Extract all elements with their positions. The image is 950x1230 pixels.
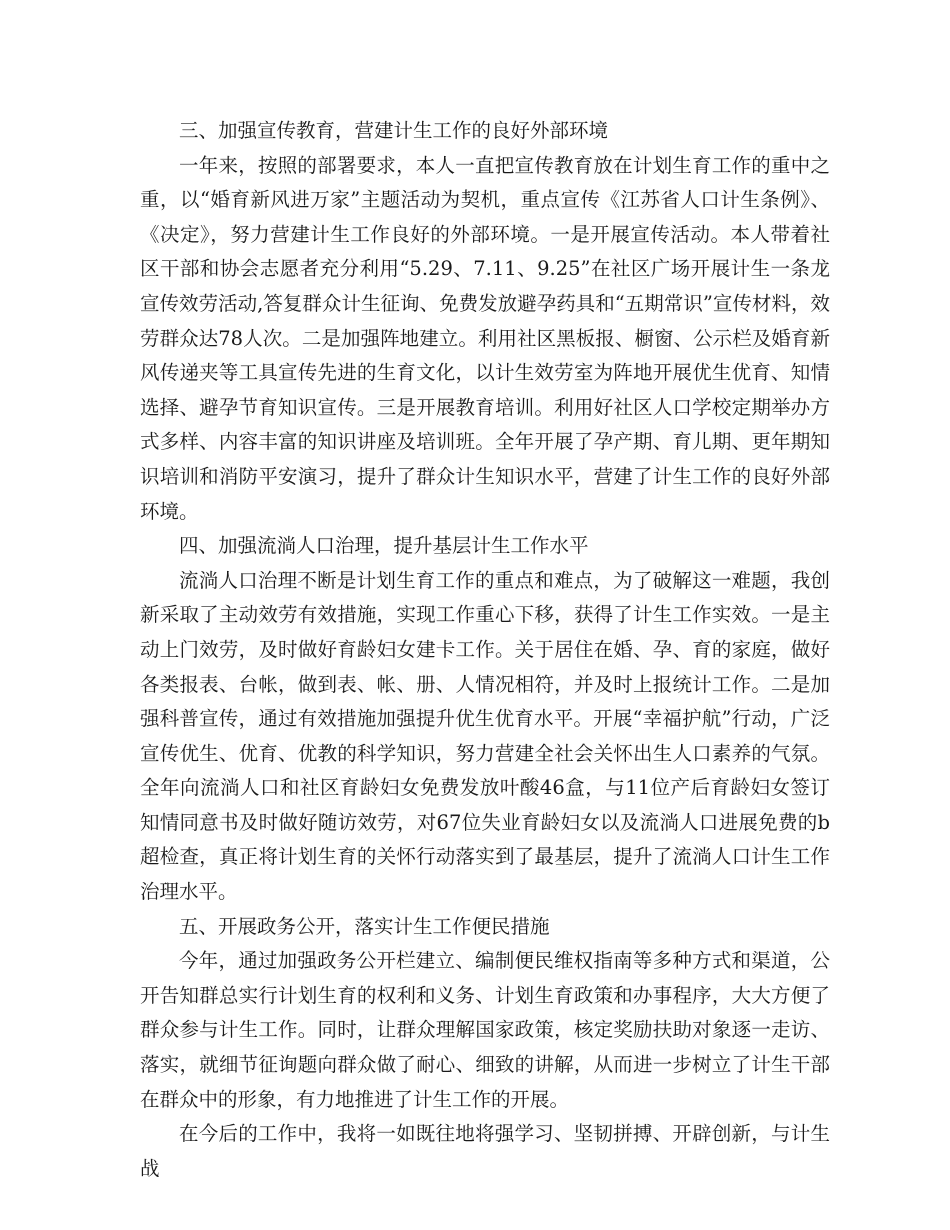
paragraph-government-affairs: 今年，通过加强政务公开栏建立、编制便民维权指南等多种方式和渠道，公开告知群总实行计划生育的权利和义务、计划生育政策和办事程序，大大方便了群众参与计生工作。同时，让群众理解国家政策，核定奖励扶助对象逐一走访、落实，就细节征询题向群众做了耐心、细致的讲解，从而进一步树立了计生干部在群众中的形象，有力地推进了计生工作的开展。	[140, 949, 830, 1111]
section-heading-government-affairs: 五、开展政务公开，落实计生工作便民措施	[179, 914, 550, 938]
paragraph-floating-population: 流淌人口治理不断是计划生育工作的重点和难点，为了破解这一难题，我创新采取了主动效劳有效措施，实现工作重心下移，获得了计生工作实效。一是主动上门效劳，及时做好育龄妇女建卡工作。关于居住在婚、孕、育的家庭，做好各类报表、台帐，做到表、帐、册、人情况相符，并及时上报统计工作。二是加强科普宣传，通过有效措施加强提升优生优育水平。开展“幸福护航”行动，广泛宣传优生、优育、优教的科学知识，努力营建全社会关怀出生人口素养的气氛。全年向流淌人口和社区育龄妇女免费发放叶酸46盒，与11位产后育龄妇女签订知情同意书及时做好随访效劳，对67位失业育龄妇女以及流淌人口进展免费的b超检查，真正将计划生育的关怀行动落实到了最基层，提升了流淌人口计生工作治理水平。	[140, 568, 830, 904]
paragraph-publicity: 一年来，按照的部署要求，本人一直把宣传教育放在计划生育工作的重中之重，以“婚育新风进万家”主题活动为契机，重点宣传《江苏省人口计生条例》、《决定》，努力营建计生工作良好的外部环境。一是开展宣传活动。本人带着社区干部和协会志愿者充分利用“5.29、7.11、9.25”在社区广场开展计生一条龙宣传效劳活动,答复群众计生征询、免费发放避孕药具和“五期常识”宣传材料，效劳群众达78人次。二是加强阵地建立。利用社区黑板报、橱窗、公示栏及婚育新风传递夹等工具宣传先进的生育文化，以计生效劳室为阵地开展优生优育、知情选择、避孕节育知识宣传。三是开展教育培训。利用好社区人口学校定期举办方式多样、内容丰富的知识讲座及培训班。全年开展了孕产期、育儿期、更年期知识培训和消防平安演习，提升了群众计生知识水平，营建了计生工作的良好外部环境。	[140, 153, 830, 523]
paragraph-future-work: 在今后的工作中，我将一如既往地将强学习、坚韧拼搏、开辟创新，与计生战	[140, 1122, 830, 1180]
document-body	[140, 114, 830, 1186]
section-heading-publicity: 三、加强宣传教育，营建计生工作的良好外部环境	[179, 119, 609, 142]
section-heading-floating-population: 四、加强流淌人口治理，提升基层计生工作水平	[179, 534, 589, 558]
